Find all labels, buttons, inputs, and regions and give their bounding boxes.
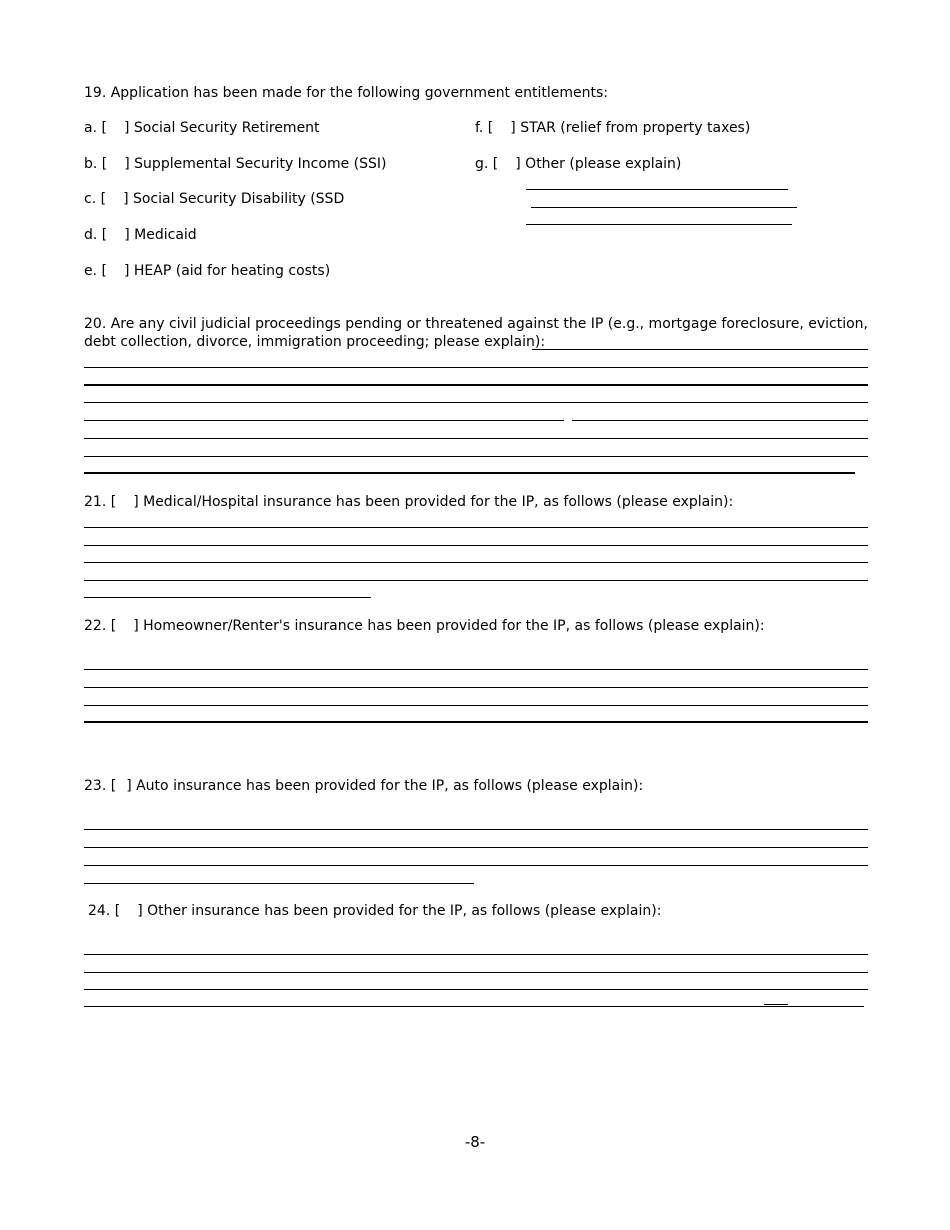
- q22-answer-line[interactable]: [84, 705, 868, 706]
- q20-answer-line[interactable]: [84, 438, 868, 439]
- q21-answer-line[interactable]: [84, 580, 868, 581]
- q20-answer-line[interactable]: [532, 349, 868, 350]
- q22-answer-line[interactable]: [84, 687, 868, 688]
- q19-b-checkbox[interactable]: b. [ ]: [84, 156, 130, 172]
- q24-answer-line[interactable]: [84, 989, 868, 990]
- q20-answer-line[interactable]: [84, 402, 868, 403]
- q23-answer-line[interactable]: [84, 865, 868, 866]
- q21-checkbox[interactable]: 21. [ ]: [84, 494, 139, 510]
- q19-option-f: [475, 119, 750, 137]
- page-number: -8-: [464, 1133, 486, 1151]
- q23-answer-line[interactable]: [84, 829, 868, 830]
- q24-answer-line[interactable]: [84, 972, 868, 973]
- q23-checkbox[interactable]: 23. [ ]: [84, 778, 132, 794]
- q19-title: 19. Application has been made for the following government entitlements:: [84, 85, 608, 101]
- q19-option-c: [84, 190, 344, 208]
- q19-other-line[interactable]: [526, 224, 792, 225]
- q20-answer-line[interactable]: [84, 367, 868, 368]
- q21-text: 21. [ ] Medical/Hospital insurance has been provided for the IP, as follows (please explain):: [84, 494, 734, 510]
- q19-c-checkbox[interactable]: c. [ ]: [84, 191, 129, 207]
- q23-answer-line[interactable]: [84, 847, 868, 848]
- q24-answer-line[interactable]: [764, 1004, 788, 1005]
- q19-option-a: [84, 119, 320, 137]
- q20-answer-line[interactable]: [84, 420, 564, 421]
- q19-f-checkbox[interactable]: f. [ ]: [475, 120, 516, 136]
- q19-option-g: [475, 155, 681, 173]
- q19-option-b: [84, 155, 386, 173]
- q22-answer-line[interactable]: [84, 721, 868, 723]
- q24-checkbox[interactable]: 24. [ ]: [88, 903, 143, 919]
- q19-g-checkbox[interactable]: g. [ ]: [475, 156, 521, 172]
- q21-answer-line[interactable]: [84, 545, 868, 546]
- q19-d-label: Medicaid: [134, 227, 197, 243]
- q19-e-checkbox[interactable]: e. [ ]: [84, 263, 130, 279]
- q20-answer-line[interactable]: [84, 384, 868, 386]
- q19-b-label: Supplemental Security Income (SSI): [134, 156, 387, 172]
- q21-answer-line[interactable]: [84, 562, 868, 563]
- q19-other-line[interactable]: [526, 189, 788, 190]
- q19-g-label: Other (please explain): [525, 156, 682, 172]
- q20-answer-line[interactable]: [572, 420, 868, 421]
- q22-text: 22. [ ] Homeowner/Renter's insurance has been provided for the IP, as follows (please explain):: [84, 618, 765, 634]
- q21-answer-line[interactable]: [84, 527, 868, 528]
- q23-answer-line[interactable]: [84, 883, 474, 884]
- q24-answer-line[interactable]: [84, 1006, 864, 1007]
- q19-a-label: Social Security Retirement: [133, 120, 320, 136]
- q19-option-e: [84, 262, 330, 280]
- q22-answer-line[interactable]: [84, 669, 868, 670]
- q24-text: 24. [ ] Other insurance has been provided for the IP, as follows (please explain):: [88, 903, 662, 919]
- q24-answer-line[interactable]: [84, 954, 868, 955]
- q19-a-checkbox[interactable]: a. [ ]: [84, 120, 130, 136]
- q19-option-d: [84, 226, 197, 244]
- q19-other-line[interactable]: [531, 207, 797, 208]
- q20-text-line2: debt collection, divorce, immigration proceeding; please explain):: [84, 334, 546, 350]
- q19-e-label: HEAP (aid for heating costs): [133, 263, 331, 279]
- q20-answer-line[interactable]: [84, 472, 855, 474]
- q22-checkbox[interactable]: 22. [ ]: [84, 618, 139, 634]
- q19-c-label: Social Security Disability (SSD: [132, 191, 345, 207]
- q20-answer-line[interactable]: [84, 456, 868, 457]
- q19-d-checkbox[interactable]: d. [ ]: [84, 227, 130, 243]
- q23-text: 23. [ ] Auto insurance has been provided for the IP, as follows (please explain):: [84, 778, 644, 794]
- q21-answer-line[interactable]: [84, 597, 371, 598]
- q20-text-line1: 20. Are any civil judicial proceedings pending or threatened against the IP (e.g., mortgage foreclosure, eviction,: [84, 316, 869, 332]
- q19-f-label: STAR (relief from property taxes): [520, 120, 751, 136]
